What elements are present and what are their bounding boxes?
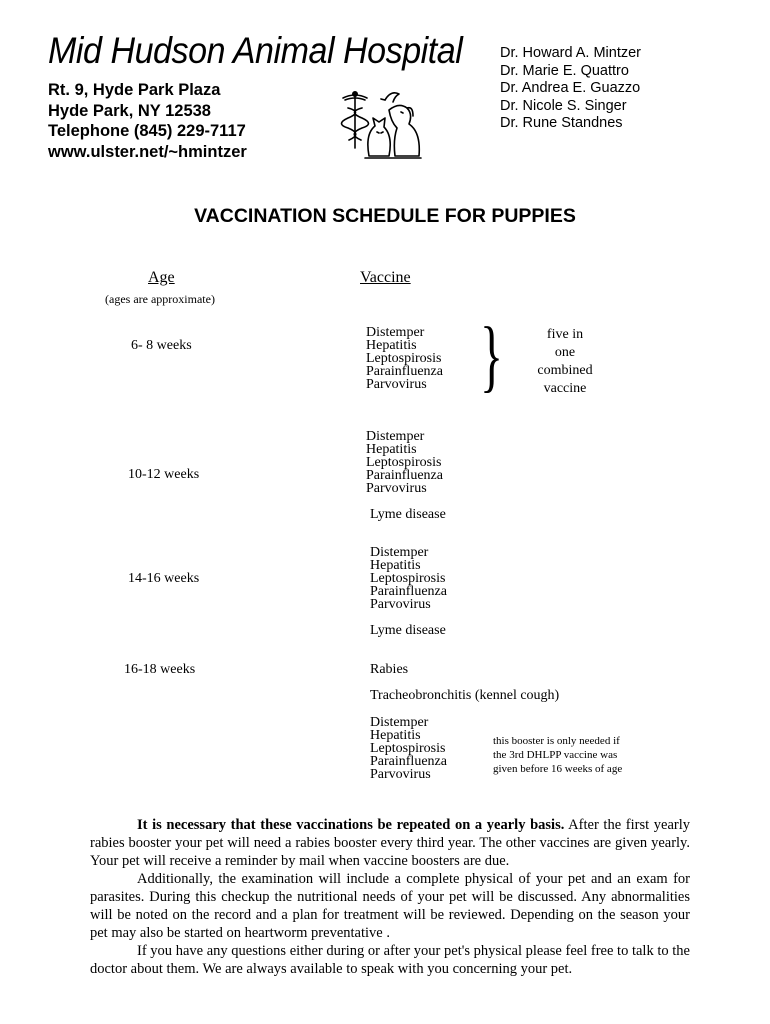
doctor-name: Dr. Rune Standnes — [500, 115, 623, 131]
combined-vaccine-note — [530, 326, 600, 398]
paragraph-yearly — [90, 816, 690, 870]
combined-note-line: combined — [537, 363, 593, 378]
hospital-name: Mid Hudson Animal Hospital — [48, 30, 463, 71]
doctor-name: Dr. Howard A. Mintzer — [500, 45, 642, 61]
right-brace: } — [480, 312, 504, 400]
vaccine-item: Distemper — [366, 429, 425, 444]
combined-note-line: one — [554, 345, 576, 360]
vaccine-item: Hepatitis — [370, 558, 421, 573]
vaccine-item: Hepatitis — [370, 728, 421, 743]
body-text — [90, 816, 690, 978]
vaccine-item: Parainfluenza — [370, 754, 447, 769]
vaccine-item: Hepatitis — [366, 338, 417, 353]
paragraph-questions: If you have any questions either during or after your pet's physical please feel free to talk to the doctor about them. We are always available to speak with you concerning your pet. — [90, 943, 690, 977]
age-14-16-weeks: 14-16 weeks — [128, 571, 200, 586]
vaccine-list — [370, 716, 447, 781]
vaccine-item: Leptospirosis — [370, 571, 446, 586]
vaccine-item: Leptospirosis — [366, 455, 442, 470]
paragraph-text: After the first yearly rabies booster your pet will need a rabies booster every third year. The other vaccines are given yearly. Your pet will receive a reminder by mail when vaccine boosters are due. — [90, 817, 690, 869]
vaccine-list — [370, 546, 447, 611]
address-line: Rt. 9, Hyde Park Plaza — [48, 81, 221, 99]
vaccine-item: Parainfluenza — [370, 584, 447, 599]
vaccine-lyme: Lyme disease — [370, 623, 446, 638]
doctor-name: Dr. Andrea E. Guazzo — [500, 80, 641, 96]
vaccine-column-header: Vaccine — [360, 269, 411, 286]
caduceus-pets-logo-icon — [337, 86, 425, 162]
hospital-address — [48, 80, 247, 162]
vaccine-item: Parvovirus — [370, 767, 431, 782]
vaccine-item: Parvovirus — [370, 597, 431, 612]
doctor-name: Dr. Nicole S. Singer — [500, 97, 627, 114]
doctor-name: Dr. Marie E. Quattro — [500, 62, 629, 79]
booster-note — [493, 734, 622, 776]
address-line: Hyde Park, NY 12538 — [48, 101, 211, 120]
booster-note-line: this booster is only needed if — [493, 735, 620, 747]
age-6-8-weeks: 6- 8 weeks — [131, 338, 192, 353]
vaccine-list — [366, 326, 443, 391]
website-url: www.ulster.net/~hmintzer — [48, 142, 247, 161]
booster-note-line: given before 16 weeks of age — [493, 763, 623, 775]
booster-note-line: the 3rd DHLPP vaccine was — [493, 749, 618, 761]
combined-note-line: five in — [546, 327, 584, 342]
vaccine-item: Distemper — [370, 545, 429, 560]
vaccine-item: Distemper — [366, 325, 425, 340]
age-10-12-weeks: 10-12 weeks — [128, 467, 200, 482]
doctors-list — [500, 45, 641, 133]
vaccine-item: Parvovirus — [366, 377, 427, 392]
page-title: VACCINATION SCHEDULE FOR PUPPIES — [194, 205, 576, 227]
vaccine-lyme: Lyme disease — [370, 507, 446, 522]
vaccine-item: Parainfluenza — [366, 364, 443, 379]
paragraph-emphasis: It is necessary that these vaccinations be repeated on a yearly basis. — [137, 817, 565, 833]
vaccine-item: Leptospirosis — [370, 741, 446, 756]
phone-number: Telephone (845) 229-7117 — [48, 122, 246, 140]
vaccine-item: Distemper — [370, 715, 429, 730]
vaccine-item: Parainfluenza — [366, 468, 443, 483]
age-column-header: Age — [148, 269, 175, 286]
vaccine-rabies: Rabies — [370, 662, 409, 677]
vaccine-item: Hepatitis — [366, 442, 417, 457]
vaccine-kennel-cough: Tracheobronchitis (kennel cough) — [370, 688, 560, 703]
vaccine-list — [366, 430, 443, 495]
paragraph-examination: Additionally, the examination will include a complete physical of your pet and an exam for parasites. During this checkup the nutritional needs of your pet will be discussed. Any abnormalities will be noted on the record and a plan for treatment will be reviewed. Depending on the season your pet may also be started on heartworm preventative . — [90, 871, 690, 941]
age-note: (ages are approximate) — [105, 292, 215, 306]
vaccine-item: Leptospirosis — [366, 351, 442, 366]
age-16-18-weeks: 16-18 weeks — [124, 662, 196, 677]
combined-note-line: vaccine — [543, 381, 587, 396]
vaccine-item: Parvovirus — [366, 481, 427, 496]
